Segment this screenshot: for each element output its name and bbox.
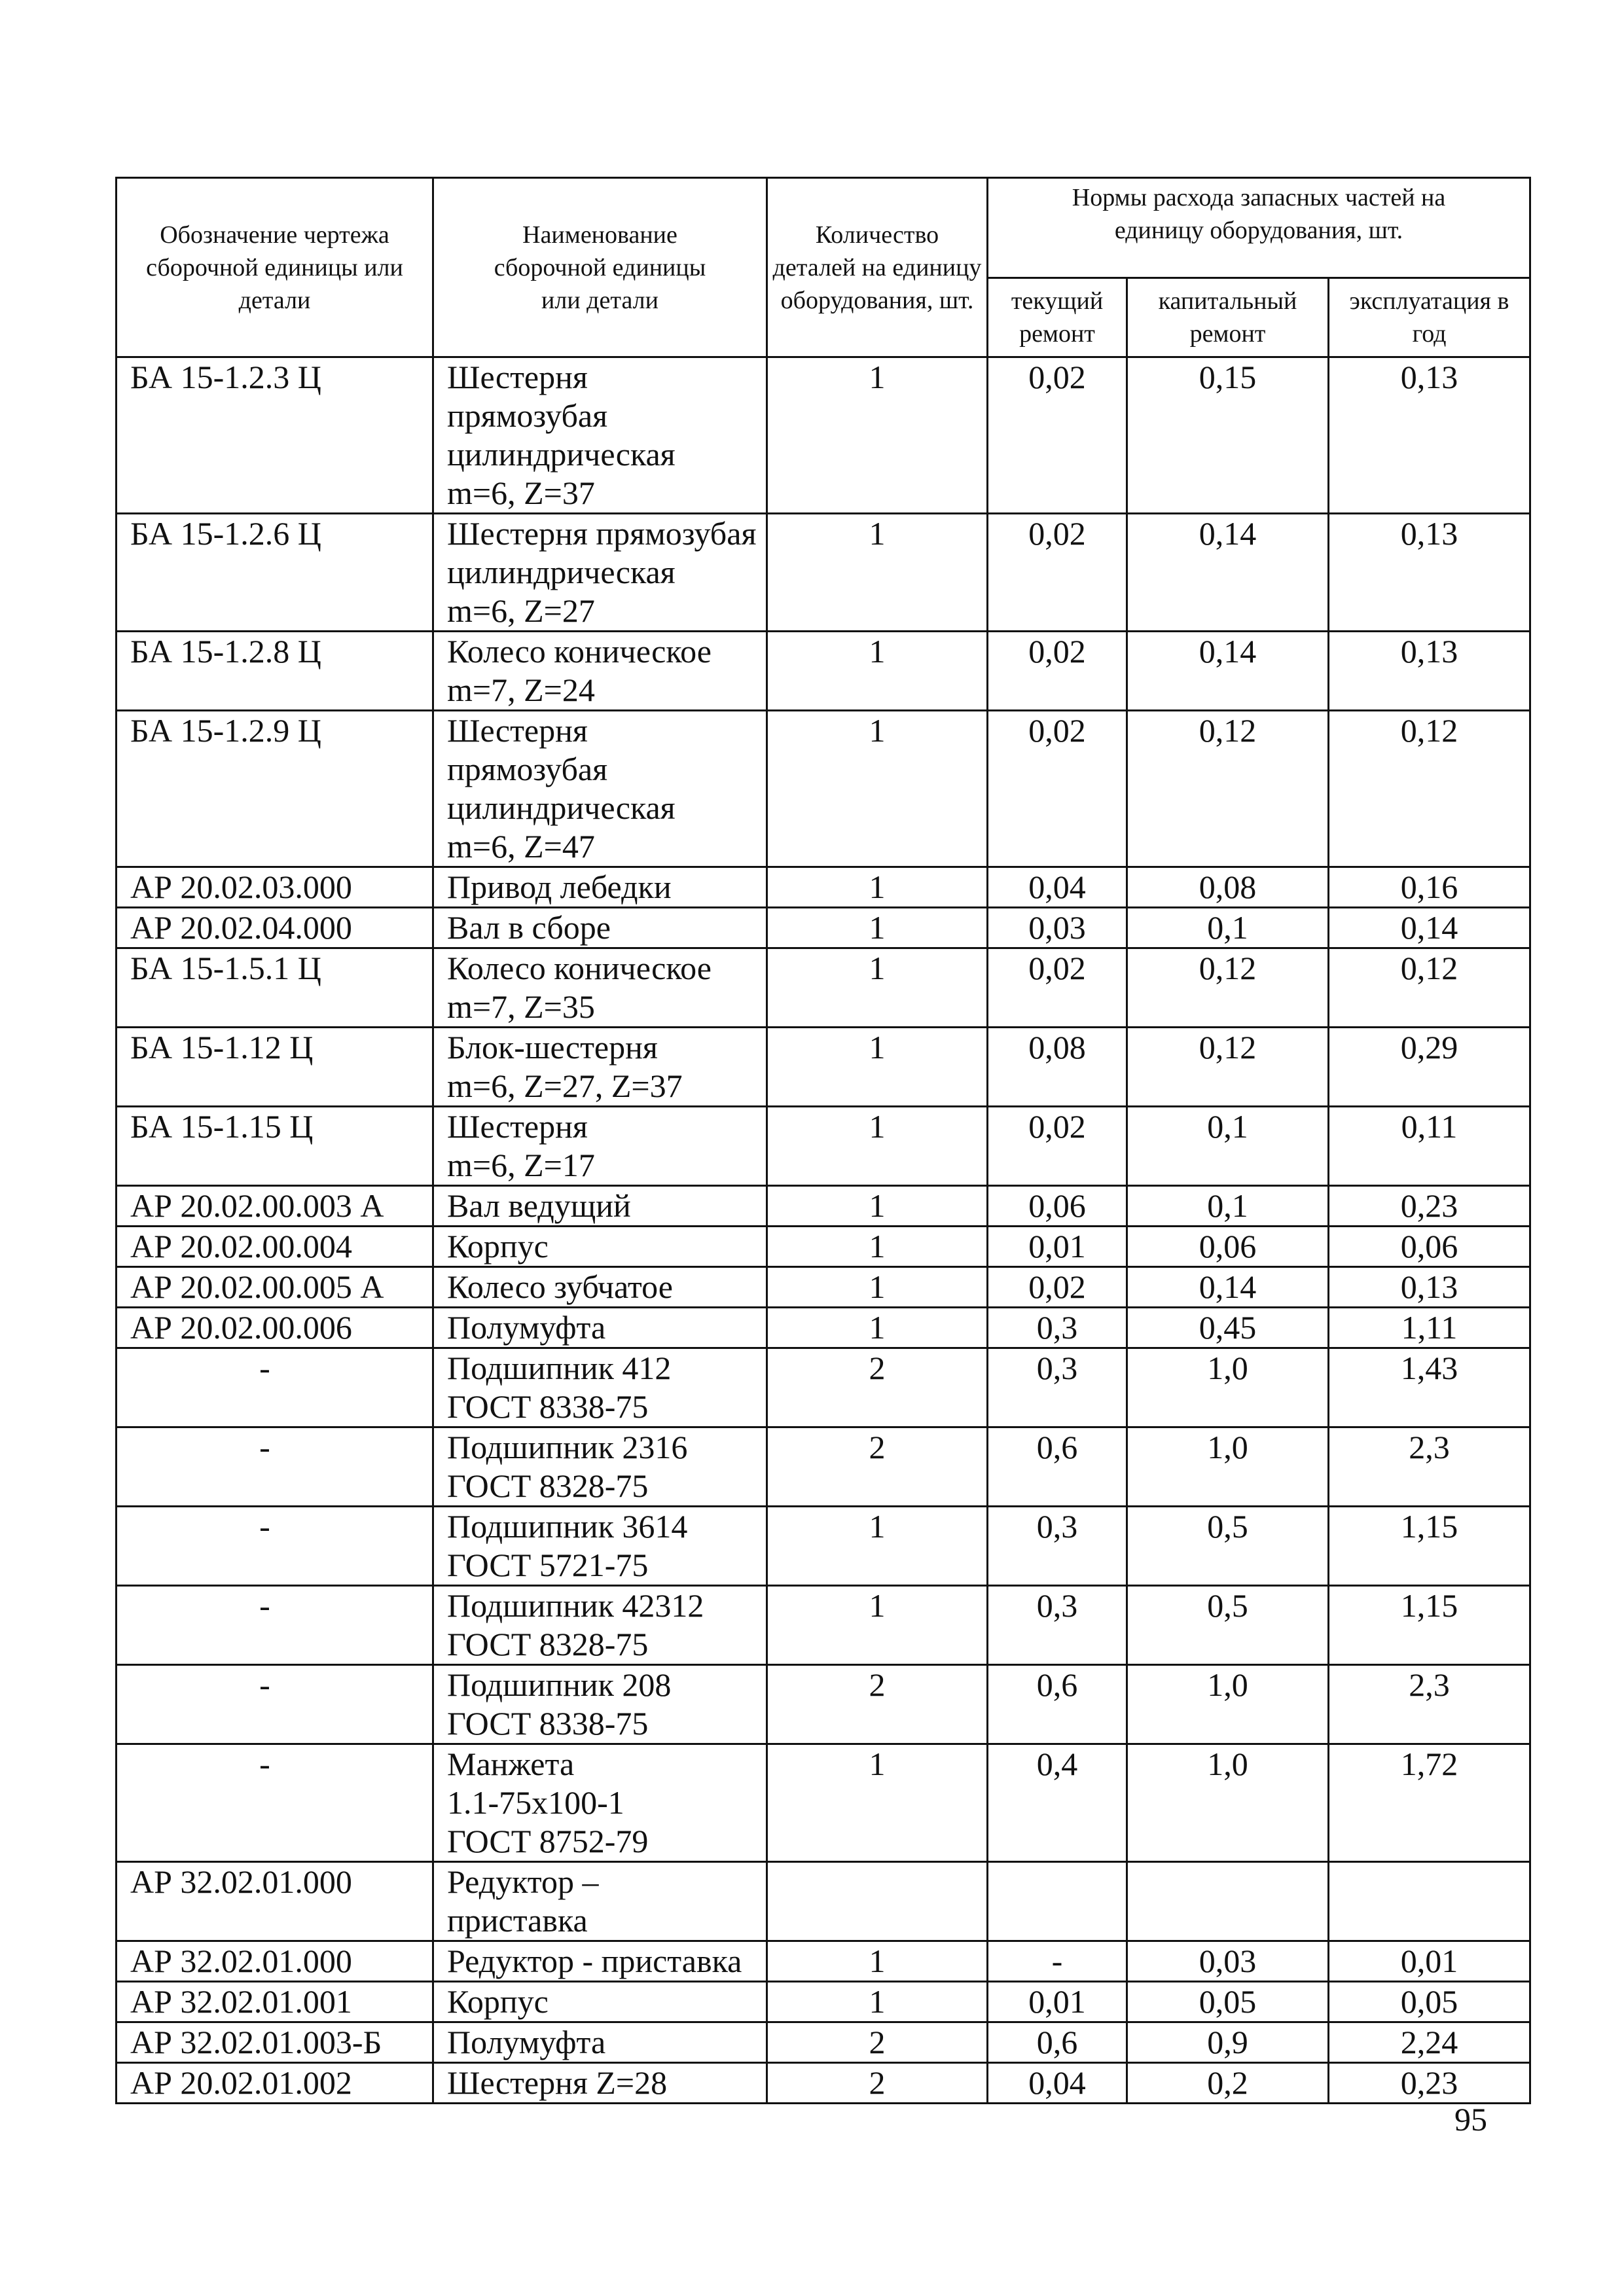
cell-name: Привод лебедки — [433, 867, 767, 908]
cell-annual-operation: 0,29 — [1329, 1028, 1530, 1107]
cell-quantity: 1 — [767, 1744, 988, 1862]
header-name: Наименование сборочной единицы или детали — [433, 178, 767, 357]
cell-code: БА 15-1.2.6 Ц — [117, 514, 433, 632]
cell-code: АР 20.02.00.006 — [117, 1308, 433, 1348]
cell-annual-operation: 0,11 — [1329, 1107, 1530, 1186]
page-number: 95 — [1454, 2101, 1487, 2138]
cell-code: АР 32.02.01.001 — [117, 1982, 433, 2022]
cell-code: АР 20.02.04.000 — [117, 908, 433, 948]
table-row — [117, 1507, 1530, 1586]
cell-capital-repair: 0,03 — [1127, 1941, 1329, 1982]
cell-quantity: 1 — [767, 711, 988, 867]
cell-name: Полумуфта — [433, 2022, 767, 2063]
cell-name: Подшипник 3614 ГОСТ 5721-75 — [433, 1507, 767, 1586]
cell-current-repair: 0,02 — [988, 357, 1127, 514]
cell-capital-repair: 0,9 — [1127, 2022, 1329, 2063]
cell-annual-operation: 1,72 — [1329, 1744, 1530, 1862]
table-row — [117, 1586, 1530, 1665]
cell-name: Редуктор – приставка — [433, 1862, 767, 1941]
cell-name: Подшипник 42312 ГОСТ 8328-75 — [433, 1586, 767, 1665]
cell-annual-operation: 0,23 — [1329, 2063, 1530, 2104]
cell-current-repair — [988, 1862, 1127, 1941]
cell-quantity: 1 — [767, 1507, 988, 1586]
cell-quantity: 2 — [767, 1665, 988, 1744]
cell-current-repair: 0,03 — [988, 908, 1127, 948]
cell-name: Редуктор - приставка — [433, 1941, 767, 1982]
cell-current-repair: 0,02 — [988, 632, 1127, 711]
cell-quantity: 1 — [767, 1186, 988, 1227]
cell-quantity: 2 — [767, 2022, 988, 2063]
cell-quantity — [767, 1862, 988, 1941]
cell-current-repair: 0,3 — [988, 1308, 1127, 1348]
cell-current-repair: 0,04 — [988, 867, 1127, 908]
cell-name: Манжета 1.1-75x100-1 ГОСТ 8752-79 — [433, 1744, 767, 1862]
cell-current-repair: 0,6 — [988, 1665, 1127, 1744]
table-row — [117, 514, 1530, 632]
cell-code: АР 20.02.00.005 А — [117, 1267, 433, 1308]
cell-capital-repair: 0,1 — [1127, 1107, 1329, 1186]
cell-quantity: 1 — [767, 1941, 988, 1982]
cell-name: Колесо зубчатое — [433, 1267, 767, 1308]
cell-annual-operation: 0,16 — [1329, 867, 1530, 908]
cell-current-repair: 0,02 — [988, 1267, 1127, 1308]
cell-quantity: 1 — [767, 1982, 988, 2022]
cell-code: АР 32.02.01.000 — [117, 1862, 433, 1941]
cell-quantity: 1 — [767, 357, 988, 514]
cell-capital-repair: 0,1 — [1127, 1186, 1329, 1227]
cell-annual-operation: 1,15 — [1329, 1586, 1530, 1665]
cell-current-repair: 0,02 — [988, 514, 1127, 632]
cell-quantity: 1 — [767, 514, 988, 632]
cell-annual-operation: 0,13 — [1329, 357, 1530, 514]
table-row — [117, 2063, 1530, 2104]
table-row — [117, 632, 1530, 711]
cell-name: Колесо коническое m=7, Z=35 — [433, 948, 767, 1028]
table-body — [117, 357, 1530, 2104]
cell-code: БА 15-1.2.9 Ц — [117, 711, 433, 867]
cell-quantity: 1 — [767, 867, 988, 908]
cell-annual-operation: 1,15 — [1329, 1507, 1530, 1586]
cell-annual-operation: 2,3 — [1329, 1427, 1530, 1507]
cell-code: БА 15-1.2.8 Ц — [117, 632, 433, 711]
cell-annual-operation — [1329, 1862, 1530, 1941]
cell-current-repair: 0,06 — [988, 1186, 1127, 1227]
cell-code: БА 15-1.15 Ц — [117, 1107, 433, 1186]
cell-code: БА 15-1.12 Ц — [117, 1028, 433, 1107]
cell-name: Шестерня прямозубая цилиндрическая m=6, Z=47 — [433, 711, 767, 867]
table-row — [117, 948, 1530, 1028]
cell-name: Шестерня Z=28 — [433, 2063, 767, 2104]
cell-code: АР 20.02.00.004 — [117, 1227, 433, 1267]
cell-annual-operation: 0,05 — [1329, 1982, 1530, 2022]
cell-capital-repair: 0,14 — [1127, 514, 1329, 632]
cell-quantity: 1 — [767, 948, 988, 1028]
cell-current-repair: 0,01 — [988, 1227, 1127, 1267]
cell-annual-operation: 0,01 — [1329, 1941, 1530, 1982]
cell-code: БА 15-1.2.3 Ц — [117, 357, 433, 514]
table-row — [117, 1982, 1530, 2022]
cell-annual-operation: 0,23 — [1329, 1186, 1530, 1227]
cell-capital-repair: 0,5 — [1127, 1586, 1329, 1665]
cell-current-repair: 0,3 — [988, 1507, 1127, 1586]
cell-name: Полумуфта — [433, 1308, 767, 1348]
table-row — [117, 1941, 1530, 1982]
table-row — [117, 357, 1530, 514]
cell-current-repair: 0,3 — [988, 1348, 1127, 1427]
table-row — [117, 1107, 1530, 1186]
cell-quantity: 1 — [767, 1308, 988, 1348]
table-row — [117, 1744, 1530, 1862]
cell-capital-repair: 0,14 — [1127, 1267, 1329, 1308]
cell-capital-repair: 0,12 — [1127, 948, 1329, 1028]
cell-code: АР 20.02.01.002 — [117, 2063, 433, 2104]
cell-annual-operation: 0,13 — [1329, 514, 1530, 632]
cell-code: АР 32.02.01.003-Б — [117, 2022, 433, 2063]
cell-current-repair: 0,02 — [988, 711, 1127, 867]
cell-current-repair: 0,02 — [988, 1107, 1127, 1186]
table-row — [117, 908, 1530, 948]
cell-code: АР 20.02.03.000 — [117, 867, 433, 908]
header-annual-operation: эксплуатация в год — [1329, 278, 1530, 357]
cell-capital-repair: 0,45 — [1127, 1308, 1329, 1348]
table-row — [117, 711, 1530, 867]
cell-capital-repair: 0,12 — [1127, 1028, 1329, 1107]
cell-annual-operation: 1,43 — [1329, 1348, 1530, 1427]
cell-annual-operation: 0,13 — [1329, 1267, 1530, 1308]
cell-code: - — [117, 1348, 433, 1427]
table-row — [117, 1028, 1530, 1107]
table-row — [117, 1348, 1530, 1427]
header-norms: Нормы расхода запасных частей на единицу оборудования, шт. — [988, 178, 1530, 278]
cell-quantity: 1 — [767, 908, 988, 948]
table-row — [117, 1665, 1530, 1744]
cell-current-repair: 0,08 — [988, 1028, 1127, 1107]
cell-quantity: 2 — [767, 1427, 988, 1507]
cell-capital-repair: 0,06 — [1127, 1227, 1329, 1267]
cell-current-repair: 0,01 — [988, 1982, 1127, 2022]
cell-annual-operation: 0,06 — [1329, 1227, 1530, 1267]
cell-name: Колесо коническое m=7, Z=24 — [433, 632, 767, 711]
cell-quantity: 2 — [767, 1348, 988, 1427]
cell-capital-repair: 0,12 — [1127, 711, 1329, 867]
cell-capital-repair: 1,0 — [1127, 1427, 1329, 1507]
cell-name: Шестерня m=6, Z=17 — [433, 1107, 767, 1186]
cell-capital-repair: 0,14 — [1127, 632, 1329, 711]
cell-capital-repair: 0,5 — [1127, 1507, 1329, 1586]
cell-capital-repair: 0,05 — [1127, 1982, 1329, 2022]
cell-current-repair: 0,02 — [988, 948, 1127, 1028]
cell-annual-operation: 1,11 — [1329, 1308, 1530, 1348]
cell-name: Корпус — [433, 1227, 767, 1267]
cell-annual-operation: 0,12 — [1329, 711, 1530, 867]
cell-capital-repair: 1,0 — [1127, 1744, 1329, 1862]
table-row — [117, 1308, 1530, 1348]
header-current-repair: текущий ремонт — [988, 278, 1127, 357]
cell-current-repair: - — [988, 1941, 1127, 1982]
cell-annual-operation: 0,14 — [1329, 908, 1530, 948]
cell-capital-repair: 0,15 — [1127, 357, 1329, 514]
cell-capital-repair: 1,0 — [1127, 1665, 1329, 1744]
cell-code: АР 20.02.00.003 А — [117, 1186, 433, 1227]
cell-current-repair: 0,6 — [988, 2022, 1127, 2063]
cell-code: - — [117, 1427, 433, 1507]
cell-quantity: 1 — [767, 1028, 988, 1107]
table-row — [117, 1227, 1530, 1267]
cell-annual-operation: 2,24 — [1329, 2022, 1530, 2063]
cell-quantity: 1 — [767, 1267, 988, 1308]
header-capital-repair: капитальный ремонт — [1127, 278, 1329, 357]
table-header — [117, 178, 1530, 357]
cell-code: - — [117, 1507, 433, 1586]
table-row — [117, 1862, 1530, 1941]
cell-current-repair: 0,3 — [988, 1586, 1127, 1665]
cell-code: - — [117, 1586, 433, 1665]
cell-code: - — [117, 1665, 433, 1744]
cell-name: Шестерня прямозубая цилиндрическая m=6, Z=37 — [433, 357, 767, 514]
cell-capital-repair: 0,08 — [1127, 867, 1329, 908]
cell-current-repair: 0,04 — [988, 2063, 1127, 2104]
table-row — [117, 867, 1530, 908]
cell-quantity: 1 — [767, 1227, 988, 1267]
cell-current-repair: 0,6 — [988, 1427, 1127, 1507]
cell-name: Подшипник 2316 ГОСТ 8328-75 — [433, 1427, 767, 1507]
cell-quantity: 1 — [767, 1107, 988, 1186]
cell-code: АР 32.02.01.000 — [117, 1941, 433, 1982]
table-row — [117, 1267, 1530, 1308]
cell-capital-repair: 1,0 — [1127, 1348, 1329, 1427]
cell-code: - — [117, 1744, 433, 1862]
cell-code: БА 15-1.5.1 Ц — [117, 948, 433, 1028]
header-code: Обозначение чертежа сборочной единицы или детали — [117, 178, 433, 357]
cell-name: Шестерня прямозубая цилиндрическая m=6, Z=27 — [433, 514, 767, 632]
cell-name: Подшипник 412 ГОСТ 8338-75 — [433, 1348, 767, 1427]
cell-name: Подшипник 208 ГОСТ 8338-75 — [433, 1665, 767, 1744]
cell-capital-repair: 0,2 — [1127, 2063, 1329, 2104]
cell-capital-repair — [1127, 1862, 1329, 1941]
cell-name: Вал ведущий — [433, 1186, 767, 1227]
cell-annual-operation: 0,12 — [1329, 948, 1530, 1028]
cell-quantity: 2 — [767, 2063, 988, 2104]
table-row — [117, 1186, 1530, 1227]
cell-name: Блок-шестерня m=6, Z=27, Z=37 — [433, 1028, 767, 1107]
cell-annual-operation: 2,3 — [1329, 1665, 1530, 1744]
cell-quantity: 1 — [767, 1586, 988, 1665]
spare-parts-table — [115, 177, 1531, 2104]
header-quantity: Количество деталей на единицу оборудования, шт. — [767, 178, 988, 357]
cell-annual-operation: 0,13 — [1329, 632, 1530, 711]
cell-capital-repair: 0,1 — [1127, 908, 1329, 948]
cell-quantity: 1 — [767, 632, 988, 711]
table-row — [117, 1427, 1530, 1507]
table-row — [117, 2022, 1530, 2063]
cell-name: Корпус — [433, 1982, 767, 2022]
cell-name: Вал в сборе — [433, 908, 767, 948]
cell-current-repair: 0,4 — [988, 1744, 1127, 1862]
